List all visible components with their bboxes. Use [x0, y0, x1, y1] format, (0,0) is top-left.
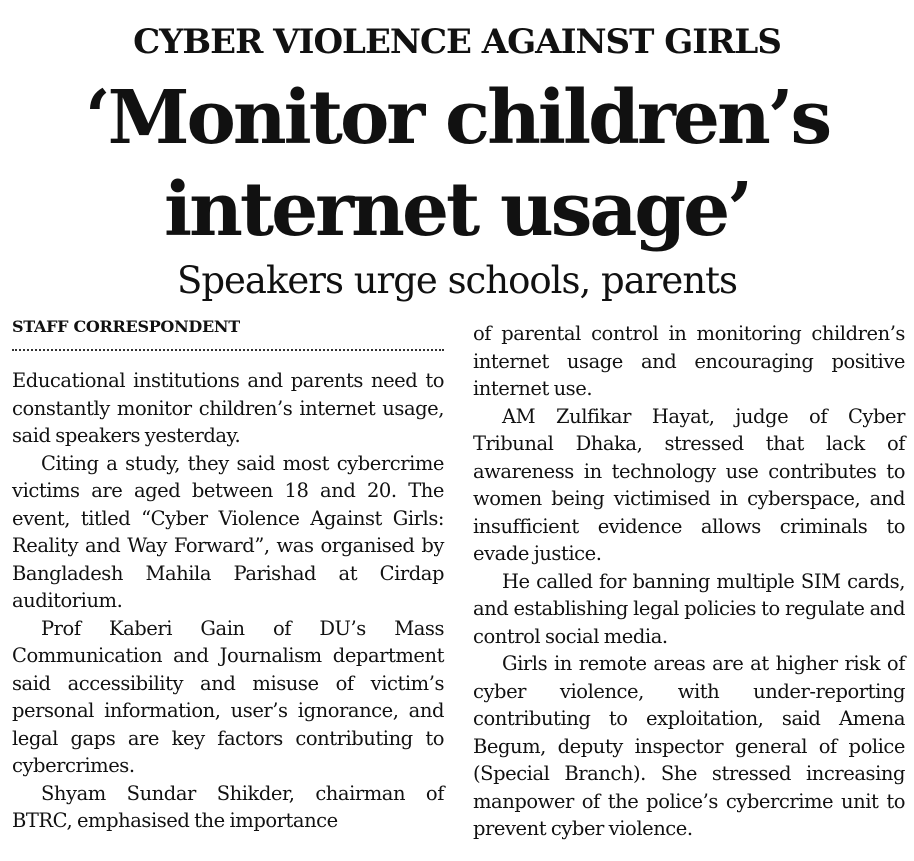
body-paragraph: Girls in remote areas are at higher risk of cyber violence, with under-reporting contributing to exploitation, said Amena Begum, deputy inspector general of police (Special Branch). She stressed increasing manpower of the police’s cybercrime unit to prevent cyber violence.	[473, 652, 905, 840]
article-kicker: CYBER VIOLENCE AGAINST GIRLS	[133, 22, 781, 62]
article-subheadline: Speakers urge schools, parents	[176, 259, 738, 302]
byline: STAFF CORRESPONDENT	[12, 317, 240, 336]
body-paragraph: Educational institutions and parents need to constantly monitor children’s internet usage, said speakers yesterday.	[12, 369, 444, 447]
headline-line-2: internet usage’	[164, 167, 750, 253]
body-paragraph: He called for banning multiple SIM cards, and establishing legal policies to regulate and control social media.	[473, 569, 905, 648]
article-headline	[0, 72, 914, 256]
body-paragraph: Prof Kaberi Gain of DU’s Mass Communication and Journalism department said accessibility and misuse of victim’s personal information, user’s ignorance, and legal gaps are key factors contributing to cybercrimes.	[12, 616, 444, 777]
body-paragraph: of parental control in monitoring children’s internet usage and encouraging positive internet use.	[473, 322, 905, 400]
body-column-right	[473, 320, 905, 843]
byline-dotted-divider	[12, 349, 444, 351]
body-paragraph: Shyam Sundar Shikder, chairman of BTRC, emphasised the importance	[12, 781, 444, 832]
headline-line-1: ‘Monitor children’s	[84, 75, 830, 161]
body-paragraph: AM Zulfikar Hayat, judge of Cyber Tribunal Dhaka, stressed that lack of awareness in technology use contributes to women being victimised in cyberspace, and insufficient evidence allows criminals to evade justice.	[473, 404, 905, 565]
body-column-left	[12, 367, 444, 835]
body-paragraph: Citing a study, they said most cybercrime victims are aged between 18 and 20. The event, titled “Cyber Violence Against Girls: Reality and Way Forward”, was organised by Bangladesh Mahila Parishad at Cirdap auditorium.	[12, 451, 444, 612]
